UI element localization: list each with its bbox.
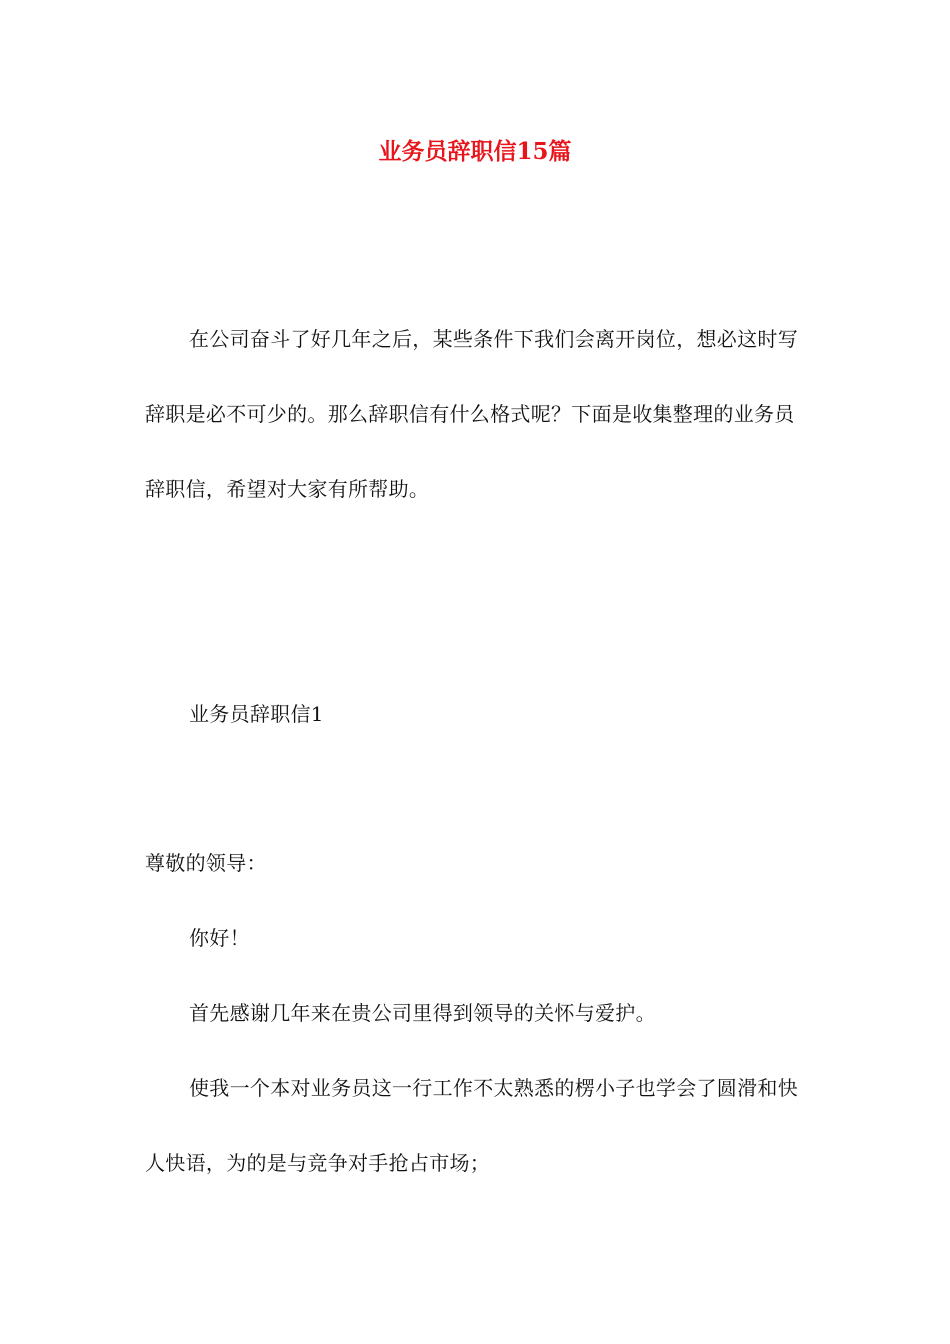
intro-paragraph: 在公司奋斗了好几年之后，某些条件下我们会离开岗位，想必这时写辞职是必不可少的。那么辞职信有什么格式呢？下面是收集整理的业务员辞职信，希望对大家有所帮助。 <box>145 327 798 501</box>
letter-greeting: 你好！ <box>189 926 250 950</box>
letter-paragraph: 使我一个本对业务员这一行工作不太熟悉的楞小子也学会了圆滑和快人快语，为的是与竞争对手抢占市场； <box>145 1076 798 1175</box>
letter-paragraph: 首先感谢几年来在贵公司里得到领导的关怀与爱护。 <box>189 1001 656 1025</box>
document-title: 业务员辞职信15篇 <box>378 138 572 165</box>
section-heading: 业务员辞职信1 <box>189 702 324 726</box>
letter-salutation: 尊敬的领导： <box>145 851 267 875</box>
